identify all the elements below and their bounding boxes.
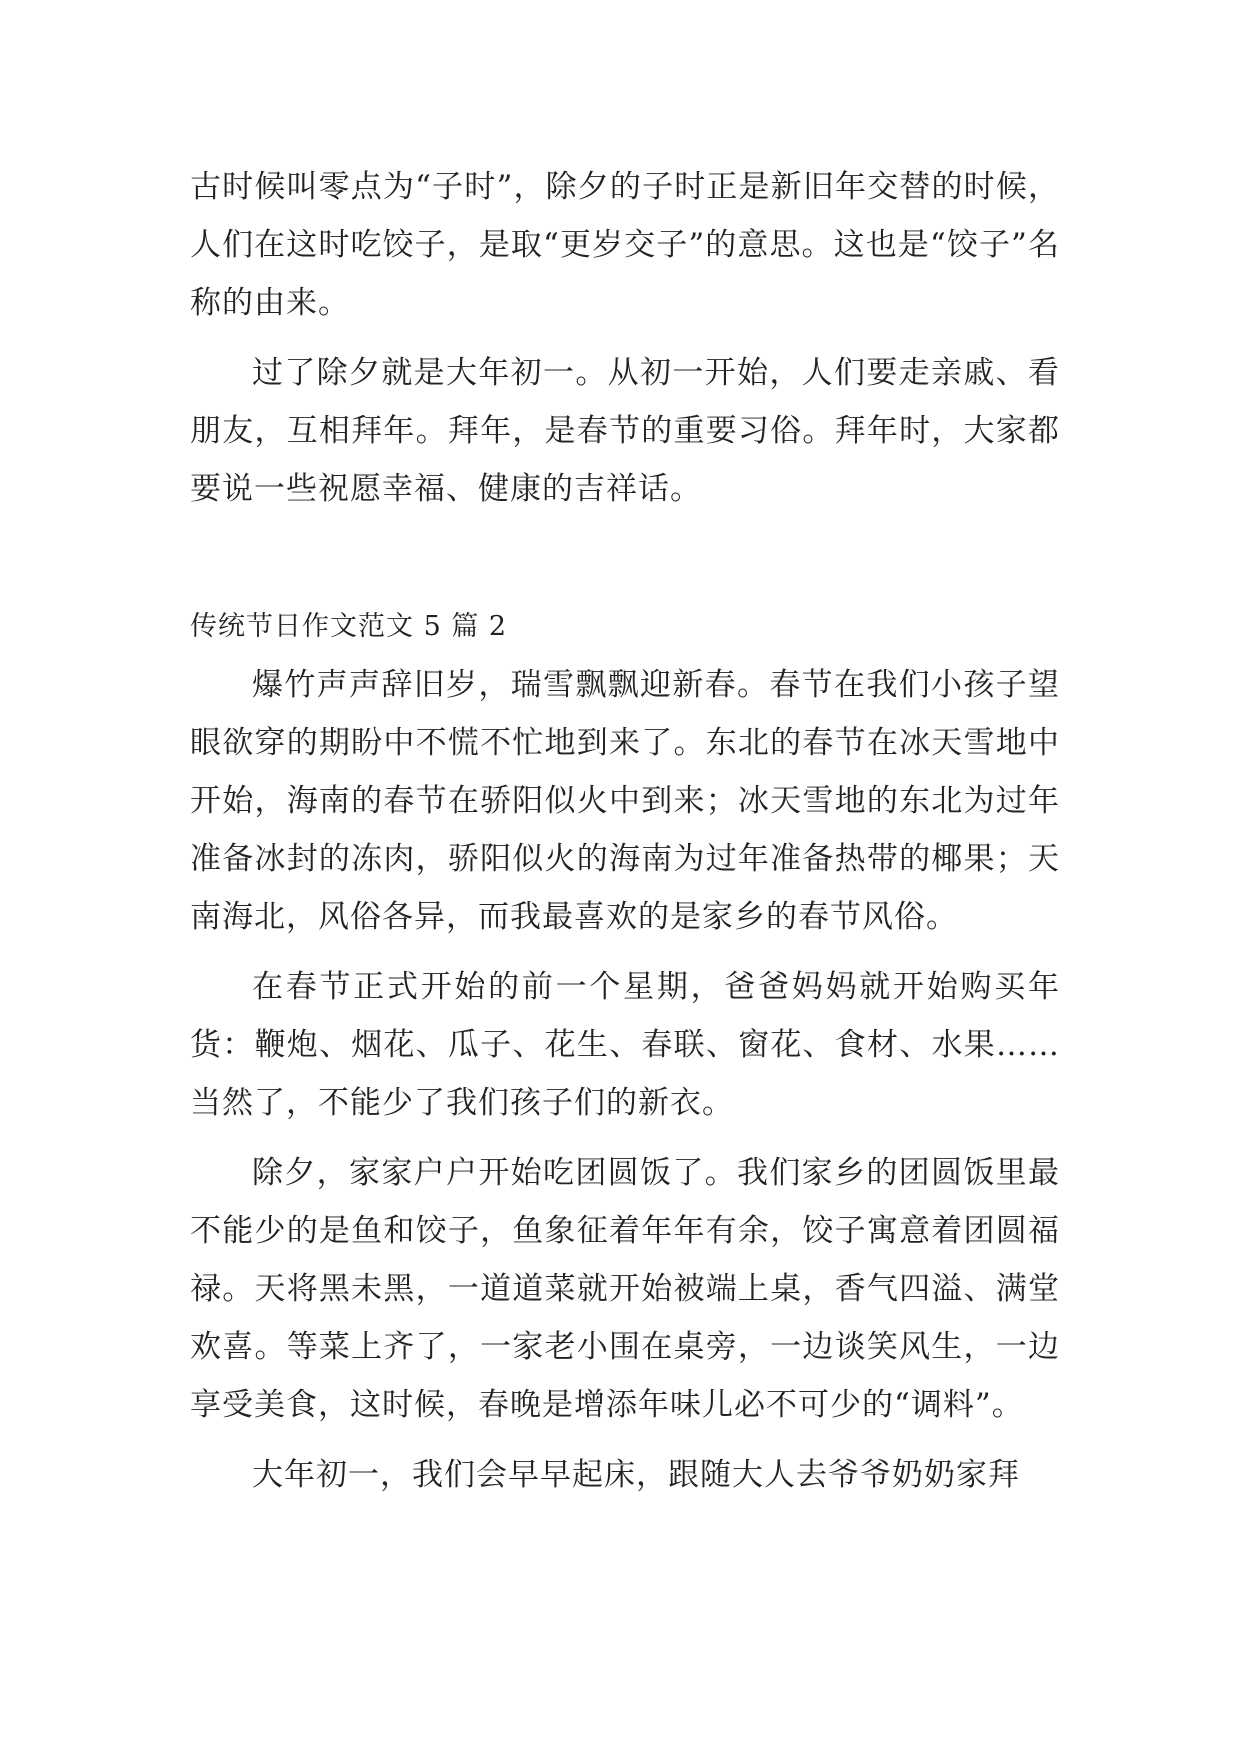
section-title: 传统节日作文范文 5 篇 2 bbox=[190, 611, 508, 642]
paragraph: 在春节正式开始的前一个星期，爸爸妈妈就开始购买年货：鞭炮、烟花、瓜子、花生、春联、窗花、食材、水果……当然了，不能少了我们孩子们的新衣。 bbox=[190, 969, 1060, 1121]
paragraph: 古时候叫零点为“子时”，除夕的子时正是新旧年交替的时候，人们在这时吃饺子，是取“更岁交子”的意思。这也是“饺子”名称的由来。 bbox=[190, 169, 1060, 321]
paragraph: 除夕，家家户户开始吃团圆饭了。我们家乡的团圆饭里最不能少的是鱼和饺子，鱼象征着年年有余，饺子寓意着团圆福禄。天将黑未黑，一道道菜就开始被端上桌，香气四溢、满堂欢喜。等菜上齐了，一家老小围在桌旁，一边谈笑风生，一边享受美食，这时候，春晚是增添年味儿必不可少的“调料”。 bbox=[190, 1155, 1060, 1423]
paragraph: 大年初一，我们会早早起床，跟随大人去爷爷奶奶家拜 bbox=[252, 1457, 1020, 1493]
document-body bbox=[190, 158, 1060, 1504]
paragraph: 过了除夕就是大年初一。从初一开始，人们要走亲戚、看朋友，互相拜年。拜年，是春节的重要习俗。拜年时，大家都要说一些祝愿幸福、健康的吉祥话。 bbox=[190, 355, 1060, 507]
paragraph: 爆竹声声辞旧岁，瑞雪飘飘迎新春。春节在我们小孩子望眼欲穿的期盼中不慌不忙地到来了。东北的春节在冰天雪地中开始，海南的春节在骄阳似火中到来；冰天雪地的东北为过年准备冰封的冻肉，骄阳似火的海南为过年准备热带的椰果；天南海北，风俗各异，而我最喜欢的是家乡的春节风俗。 bbox=[190, 667, 1060, 935]
